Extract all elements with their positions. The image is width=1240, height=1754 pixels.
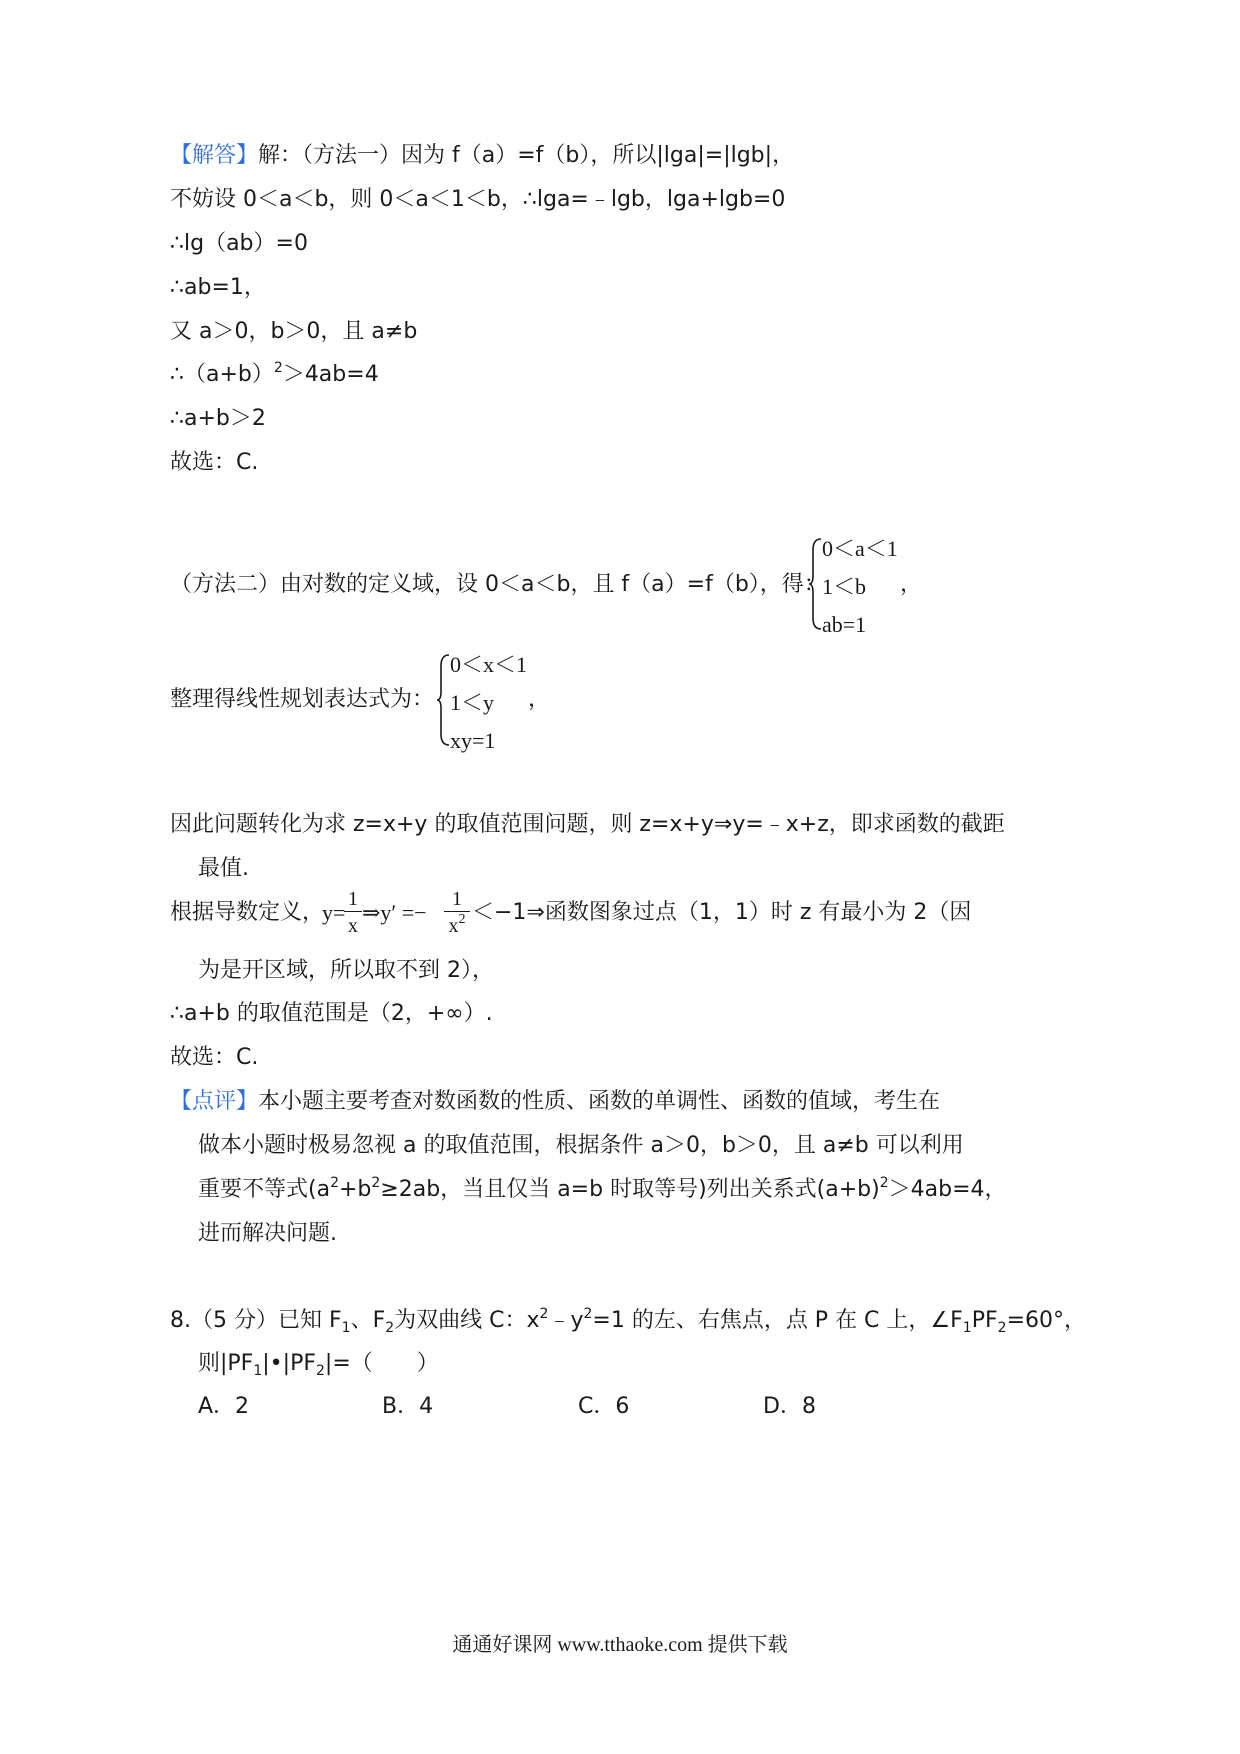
solution-line-7: ∴a+b＞2: [170, 406, 266, 431]
fraction-1-over-x: [344, 887, 362, 938]
comment-tag: 【点评】: [170, 1089, 259, 1114]
q8-sub-1: 1: [341, 1320, 351, 1336]
derivative-arrow: ⇒y′ =−: [362, 900, 427, 925]
q8-1c: 为双曲线 C：x: [394, 1308, 540, 1333]
solution-line-6: [170, 360, 379, 390]
answer-tag: 【解答】: [170, 143, 259, 168]
fraction-1-denominator: x: [348, 915, 358, 937]
q8-sub-2: 2: [385, 1320, 395, 1336]
solution-text-6a: ∴（a+b）: [170, 362, 274, 387]
q8-sup-2: 2: [583, 1306, 593, 1322]
transform-line-2: 最值.: [198, 856, 249, 881]
lp-intro: 整理得线性规划表达式为：: [170, 687, 435, 712]
system-1-comma: ，: [900, 572, 923, 597]
comment-sup-3: 2: [879, 1175, 889, 1191]
solution-line-3: ∴lg（ab）=0: [170, 231, 308, 256]
derivative-rest: ＜−1⇒函数图象过点（1，1）时 z 有最小为 2（因: [472, 900, 972, 925]
solution-text-1: 解：（方法一）因为 f（a）=f（b），所以|lga|=|lgb|，: [258, 143, 795, 168]
system-2: [450, 646, 527, 760]
q8-2b: |•|PF: [262, 1351, 316, 1376]
page-footer: 通通好课网 www.tthaoke.com 提供下载: [452, 1634, 788, 1656]
q8-sub-5: 1: [253, 1363, 263, 1379]
solution-text-6b: ＞4ab=4: [282, 362, 379, 387]
choice-d: D．8: [763, 1394, 816, 1419]
y-equals: y=: [322, 900, 346, 925]
system-1-row-2: 1＜b: [822, 574, 867, 599]
solution-line-5: 又 a＞0，b＞0，且 a≠b: [170, 319, 418, 344]
q8-1g: =60°，: [1006, 1308, 1086, 1333]
comment-3d: ＞4ab=4，: [888, 1177, 1007, 1202]
square-sup: 2: [273, 360, 283, 376]
system-1-row-1: 0＜a＜1: [822, 536, 898, 561]
choice-a: A．2: [198, 1394, 250, 1419]
system-2-row-2: 1＜y: [450, 690, 495, 715]
q8-1f: PF: [971, 1308, 998, 1333]
comment-line-1: [170, 1087, 940, 1117]
question-8-line-1: [170, 1306, 1086, 1336]
comment-3c: ≥2ab，当且仅当 a=b 时取等号)列出关系式(a+b): [380, 1177, 880, 1202]
method2-choice: 故选：C.: [170, 1045, 259, 1070]
comment-text-1: 本小题主要考查对数函数的性质、函数的单调性、函数的值域，考生在: [258, 1089, 941, 1114]
fraction-2-denominator: [444, 912, 470, 938]
choice-c: C．6: [578, 1394, 630, 1419]
comment-line-4: 进而解决问题.: [198, 1221, 337, 1246]
fraction-2-numerator: 1: [452, 888, 462, 910]
q8-1e: =1 的左、右焦点，点 P 在 C 上，∠F: [592, 1308, 963, 1333]
range-line: ∴a+b 的取值范围是（2，+∞）.: [170, 1001, 493, 1026]
q8-sub-6: 2: [316, 1363, 325, 1379]
system-2-row-1: 0＜x＜1: [450, 652, 528, 677]
comment-sup-1: 2: [330, 1175, 339, 1191]
q8-2a: 则|PF: [198, 1351, 254, 1376]
method2-intro: （方法二）由对数的定义域，设 0＜a＜b，且 f（a）=f（b），得：: [170, 572, 826, 597]
q8-1a: 8.（5 分）已知 F: [170, 1308, 342, 1333]
comment-sup-2: 2: [371, 1175, 381, 1191]
q8-sup-1: 2: [539, 1306, 549, 1322]
solution-line-4: ∴ab=1，: [170, 275, 266, 300]
system-2-comma: ，: [528, 687, 551, 712]
q8-sub-3: 1: [962, 1320, 972, 1336]
derivative-intro: 根据导数定义，: [170, 900, 325, 925]
q8-2c: |=（ ）: [324, 1351, 439, 1376]
system-2-row-3: xy=1: [450, 728, 496, 753]
fraction-2-base: x: [448, 915, 459, 937]
solution-line-8: 故选：C.: [170, 450, 259, 475]
transform-line-1: 因此问题转化为求 z=x+y 的取值范围问题，则 z=x+y⇒y=﹣x+z，即求函数的截距: [170, 812, 1005, 837]
solution-line-2: 不妨设 0＜a＜b，则 0＜a＜1＜b，∴lga=﹣lgb，lga+lgb=0: [170, 187, 786, 212]
fraction-2-over-x-squared: [444, 887, 470, 938]
comment-line-3: [198, 1175, 1007, 1205]
question-8-line-2: [198, 1349, 439, 1379]
solution-line-1: [170, 141, 794, 171]
derivative-line-2: 为是开区域，所以取不到 2），: [198, 958, 494, 983]
choice-b: B．4: [382, 1394, 434, 1419]
system-1-row-3: ab=1: [822, 612, 867, 637]
q8-sub-4: 2: [997, 1320, 1007, 1336]
comment-3a: 重要不等式(a: [198, 1177, 331, 1202]
q8-1d: ﹣y: [548, 1308, 584, 1333]
system-1: [822, 530, 898, 644]
comment-3b: +b: [339, 1177, 372, 1202]
q8-1b: 、F: [350, 1308, 386, 1333]
fraction-1-numerator: 1: [348, 888, 358, 910]
fraction-2-exponent: 2: [458, 912, 466, 927]
comment-line-2: 做本小题时极易忽视 a 的取值范围，根据条件 a＞0，b＞0，且 a≠b 可以利用: [198, 1133, 964, 1158]
